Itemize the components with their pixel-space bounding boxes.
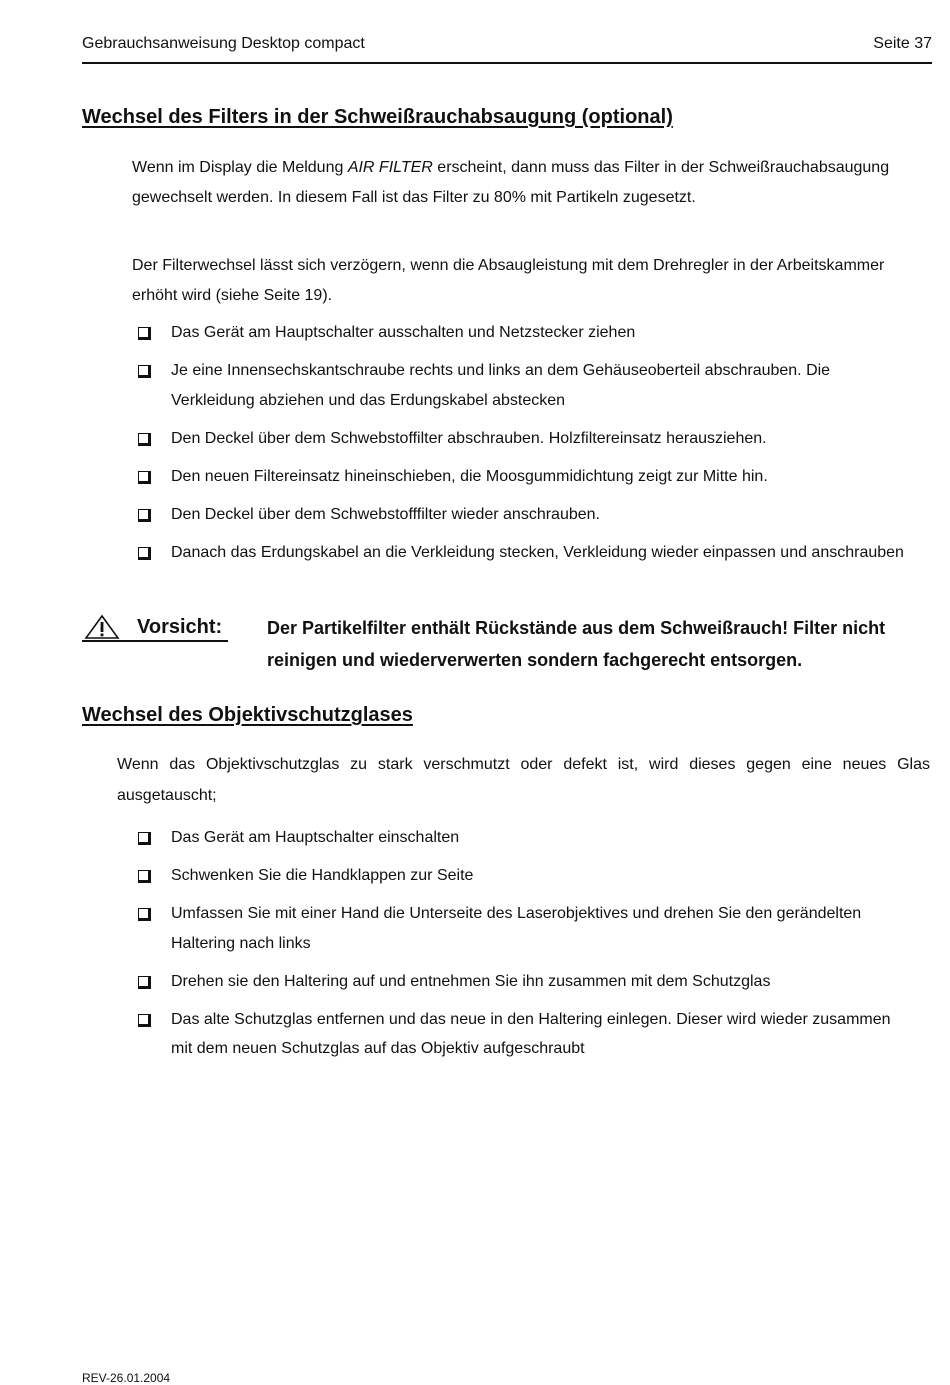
filter-intro-text-after: erscheint, dann muss das Filter in der Schweißrauchabsaugung gewechselt werden. In diesem Fall ist das Filter zu 80% mit Partikeln zugesetzt.: [132, 159, 890, 206]
section-title-filter: Wechsel des Filters in der Schweißrauchabsaugung (optional): [82, 106, 673, 128]
list-item: [136, 861, 916, 891]
lens-glass-steps-list: [136, 823, 916, 1072]
checkbox-bullet-icon: [138, 870, 151, 883]
list-item: [136, 967, 916, 997]
list-item: [136, 462, 916, 492]
checkbox-bullet-icon: [138, 365, 151, 378]
step-text: Den neuen Filtereinsatz hineinschieben, die Moosgummidichtung zeigt zur Mitte hin.: [171, 467, 768, 485]
filter-delay-paragraph: Der Filterwechsel lässt sich verzögern, wenn die Absaugleistung mit dem Drehregler in der Arbeitskammer erhöht wird (siehe Seite 19).: [132, 257, 885, 304]
list-item: [136, 424, 916, 454]
list-item: [136, 500, 916, 530]
section-title-lens-glass: Wechsel des Objektivschutzglases: [82, 704, 413, 726]
checkbox-bullet-icon: [138, 976, 151, 989]
caution-label: [82, 612, 228, 642]
checkbox-bullet-icon: [138, 1014, 151, 1027]
caution-word: Vorsicht:: [137, 616, 223, 638]
checkbox-bullet-icon: [138, 908, 151, 921]
list-item: [136, 318, 916, 348]
step-text: Danach das Erdungskabel an die Verkleidung stecken, Verkleidung wieder einpassen und anschrauben: [171, 543, 904, 561]
lens-glass-intro-paragraph: Wenn das Objektivschutzglas zu stark verschmutzt oder defekt ist, wird dieses gegen eine neues Glas ausgetauscht;: [117, 756, 930, 804]
page-header: [82, 34, 932, 64]
step-text: Den Deckel über dem Schwebstoffilter abschrauben. Holzfiltereinsatz herausziehen.: [171, 429, 767, 447]
checkbox-bullet-icon: [138, 471, 151, 484]
checkbox-bullet-icon: [138, 547, 151, 560]
list-item: [136, 899, 916, 958]
warning-triangle-icon: [84, 614, 120, 640]
list-item: [136, 356, 916, 415]
step-text: Je eine Innensechskantschraube rechts und links an dem Gehäuseoberteil abschrauben. Die Verkleidung abziehen und das Erdungskabel abstecken: [171, 362, 831, 409]
step-text: Das Gerät am Hauptschalter einschalten: [171, 829, 460, 846]
filter-intro-paragraph: [132, 153, 892, 212]
list-item: [136, 538, 916, 568]
checkbox-bullet-icon: [138, 509, 151, 522]
list-item: [136, 823, 916, 853]
step-text: Schwenken Sie die Handklappen zur Seite: [171, 867, 474, 884]
checkbox-bullet-icon: [138, 327, 151, 340]
checkbox-bullet-icon: [138, 433, 151, 446]
step-text: Das Gerät am Hauptschalter ausschalten und Netzstecker ziehen: [171, 324, 636, 341]
list-item: [136, 1005, 916, 1064]
step-text: Das alte Schutzglas entfernen und das neue in den Haltering einlegen. Dieser wird wieder zusammen mit dem neuen Schutzglas auf das Objektiv aufgeschraubt: [171, 1010, 891, 1057]
header-page-number: Seite 37: [873, 35, 932, 52]
air-filter-message: AIR FILTER: [347, 159, 433, 176]
step-text: Drehen sie den Haltering auf und entnehmen Sie ihn zusammen mit dem Schutzglas: [171, 972, 771, 990]
step-text: Den Deckel über dem Schwebstofffilter wieder anschrauben.: [171, 505, 600, 523]
caution-text: Der Partikelfilter enthält Rückstände aus dem Schweißrauch! Filter nicht reinigen und wiederverwerten sondern fachgerecht entsorgen.: [267, 618, 886, 670]
step-text: Umfassen Sie mit einer Hand die Unterseite des Laserobjektives und drehen Sie den gerändelten Haltering nach links: [171, 905, 862, 952]
filter-intro-text-before: Wenn im Display die Meldung: [132, 159, 348, 176]
footer-revision: REV-26.01.2004: [82, 1371, 171, 1385]
checkbox-bullet-icon: [138, 832, 151, 845]
filter-steps-list: [136, 318, 916, 576]
header-document-title: Gebrauchsanweisung Desktop compact: [82, 35, 365, 52]
